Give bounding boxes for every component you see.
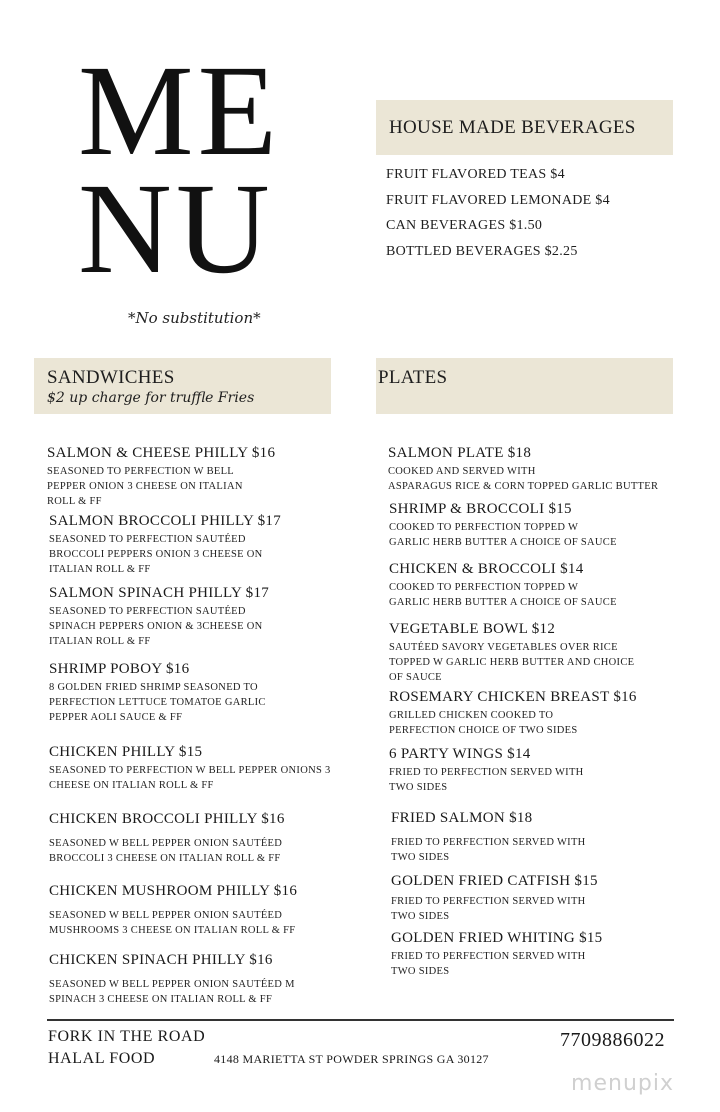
item-title: SALMON & CHEESE PHILLY $16 [47,445,276,461]
item-title: CHICKEN PHILLY $15 [49,744,203,760]
beverage-item: FRUIT FLAVORED TEAS $4 [386,167,565,182]
item-description: SEASONED W BELL PEPPER ONION SAUTÉED BROCCOLI 3 CHEESE ON ITALIAN ROLL & FF [49,838,283,864]
sandwich-item [49,882,297,938]
watermark-logo: menupix [571,1071,674,1096]
plate-item [391,929,602,979]
beverages-title: HOUSE MADE BEVERAGES [389,117,636,138]
sandwich-item [49,810,285,866]
item-title: SHRIMP POBOY $16 [49,661,190,677]
item-title: FRIED SALMON $18 [391,810,533,826]
item-description: SEASONED W BELL PEPPER ONION SAUTÉED M SPINACH 3 CHEESE ON ITALIAN ROLL & FF [49,979,295,1005]
restaurant-address: 4148 MARIETTA ST POWDER SPRINGS GA 30127 [214,1052,489,1066]
item-title: SHRIMP & BROCCOLI $15 [389,501,572,517]
item-description: COOKED TO PERFECTION TOPPED W GARLIC HERB BUTTER A CHOICE OF SAUCE [389,522,617,548]
plate-item [389,560,617,610]
plates-title: PLATES [378,367,448,388]
sandwiches-header-band [34,358,331,414]
item-title: ROSEMARY CHICKEN BREAST $16 [389,689,637,705]
sandwiches-subtitle: $2 up charge for truffle Fries [47,390,255,406]
no-substitution-note: *No substitution* [128,309,261,327]
item-title: SALMON SPINACH PHILLY $17 [49,585,270,601]
footer-divider [47,1019,674,1021]
item-title: CHICKEN SPINACH PHILLY $16 [49,952,273,968]
beverage-item: BOTTLED BEVERAGES $2.25 [386,243,578,259]
item-description: SEASONED TO PERFECTION SAUTÉED BROCCOLI PEPPERS ONION 3 CHEESE ON ITALIAN ROLL & FF [49,534,263,575]
item-description: SAUTÉED SAVORY VEGETABLES OVER RICE TOPPED W GARLIC HERB BUTTER AND CHOICE OF SAUCE [389,642,635,683]
sandwich-item [49,951,295,1007]
sandwich-item [49,660,266,725]
sandwich-item [49,512,281,577]
sandwich-item [49,743,331,793]
plate-item [389,620,634,685]
plate-item [388,444,658,494]
item-description: FRIED TO PERFECTION SERVED WITH TWO SIDES [391,896,586,922]
item-title: CHICKEN MUSHROOM PHILLY $16 [49,883,298,899]
restaurant-name-line-1: FORK IN THE ROAD [48,1028,206,1045]
sandwiches-title: SANDWICHES [47,367,175,388]
menu-title [78,39,318,301]
restaurant-name-line-2: HALAL FOOD [48,1050,156,1067]
beverage-item: CAN BEVERAGES $1.50 [386,218,543,233]
item-title: GOLDEN FRIED CATFISH $15 [391,873,598,889]
item-description: SEASONED TO PERFECTION SAUTÉED SPINACH PEPPERS ONION & 3CHEESE ON ITALIAN ROLL & FF [49,606,263,647]
item-description: SEASONED TO PERFECTION W BELL PEPPER ONION 3 CHEESE ON ITALIAN ROLL & FF [47,466,243,507]
beverage-item: FRUIT FLAVORED LEMONADE $4 [386,192,610,208]
item-description: COOKED AND SERVED WITH ASPARAGUS RICE & CORN TOPPED GARLIC BUTTER [388,466,659,492]
item-title: CHICKEN & BROCCOLI $14 [389,561,584,577]
plates-header-band [376,358,673,414]
sandwich-item [49,584,269,649]
item-description: 8 GOLDEN FRIED SHRIMP SEASONED TO PERFECTION LETTUCE TOMATOE GARLIC PEPPER AOLI SAUCE & FF [49,682,266,723]
item-description: SEASONED W BELL PEPPER ONION SAUTÉED MUSHROOMS 3 CHEESE ON ITALIAN ROLL & FF [49,910,296,936]
item-title: 6 PARTY WINGS $14 [389,746,531,762]
item-description: FRIED TO PERFECTION SERVED WITH TWO SIDES [389,767,584,793]
restaurant-phone: 7709886022 [560,1029,665,1051]
plate-item [389,688,637,738]
item-title: CHICKEN BROCCOLI PHILLY $16 [49,811,285,827]
beverages-list [386,162,610,264]
item-title: VEGETABLE BOWL $12 [389,621,556,637]
item-title: SALMON PLATE $18 [388,445,532,461]
plate-item [389,745,584,795]
beverages-header-band [376,100,673,155]
item-description: FRIED TO PERFECTION SERVED WITH TWO SIDES [391,837,586,863]
menu-title-line-2: NU [78,157,274,301]
item-description: COOKED TO PERFECTION TOPPED W GARLIC HERB BUTTER A CHOICE OF SAUCE [389,582,617,608]
item-title: SALMON BROCCOLI PHILLY $17 [49,513,282,529]
plate-item [391,809,586,865]
item-description: GRILLED CHICKEN COOKED TO PERFECTION CHOICE OF TWO SIDES [389,710,578,736]
sandwich-item [47,444,275,509]
plate-item [389,500,617,550]
item-description: FRIED TO PERFECTION SERVED WITH TWO SIDES [391,951,586,977]
plate-item [391,872,598,924]
restaurant-name [48,1026,205,1070]
item-description: SEASONED TO PERFECTION W BELL PEPPER ONIONS 3 CHEESE ON ITALIAN ROLL & FF [49,765,331,791]
item-title: GOLDEN FRIED WHITING $15 [391,930,603,946]
menu-title-line-1: ME [78,39,281,183]
